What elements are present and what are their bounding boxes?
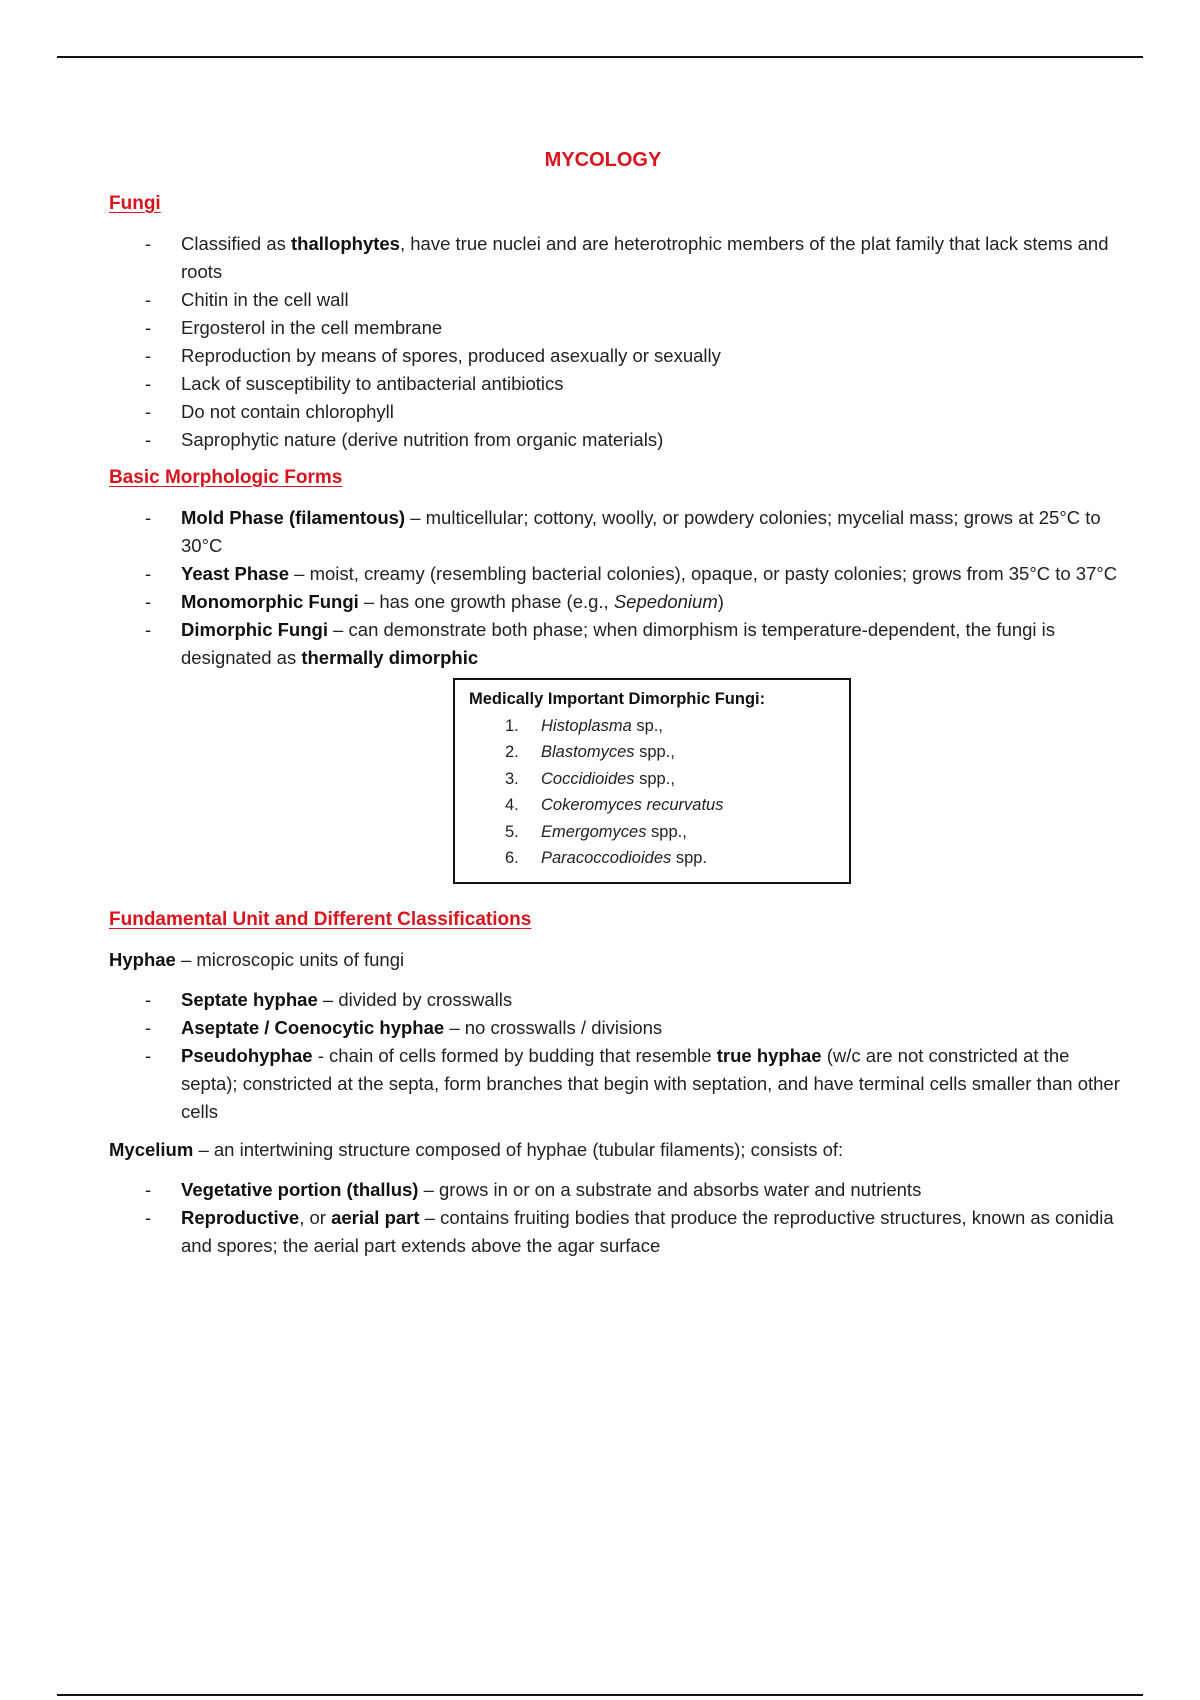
dash-bullet: - [145,1178,152,1200]
list-item: - Vegetative portion (thallus) – grows in or on a substrate and absorbs water and nutrients [109,1176,1129,1204]
dash-bullet: - [145,429,152,450]
dash-bullet: - [145,988,152,1010]
list-item: - Dimorphic Fungi – can demonstrate both phase; when dimorphism is temperature-dependent, the fungi is designated as thermally dimorphic [109,616,1129,672]
section-heading-morphologic-forms: Basic Morphologic Forms [109,467,343,488]
dash-bullet: - [145,373,152,394]
dash-bullet: - [145,1016,152,1038]
hyphae-definition: Hyphae – microscopic units of fungi [109,948,405,970]
list-item: - Saprophytic nature (derive nutrition from organic materials) [109,426,1129,454]
box-title: Medically Important Dimorphic Fungi: [469,690,766,708]
dash-bullet: - [145,619,152,640]
list-item: - Yeast Phase – moist, creamy (resembling bacterial colonies), opaque, or pasty colonies; grows from 35°C to 37°C [109,560,1129,588]
page-title: MYCOLOGY [544,149,662,171]
dimorphic-fungi-list [469,713,837,872]
hyphae-list [109,986,1129,1126]
list-item: - Reproduction by means of spores, produced asexually or sexually [109,342,1129,370]
section-heading-fundamental-unit: Fundamental Unit and Different Classifications [109,908,532,930]
fungi-list [109,230,1129,454]
dash-bullet: - [145,317,152,338]
list-item: 2. Blastomyces spp., [505,743,675,761]
document-body [109,146,1129,1270]
dimorphic-fungi-box [453,678,851,884]
dash-bullet: - [145,233,152,254]
list-item: - Chitin in the cell wall [109,286,1129,314]
dash-bullet: - [145,345,152,366]
list-item: 3. Coccidioides spp., [505,769,675,788]
list-item: 6. Paracoccodioides spp. [505,849,708,867]
list-item: - Aseptate / Coenocytic hyphae – no crosswalls / divisions [109,1014,1129,1042]
list-item: 4. Cokeromyces recurvatus [505,796,724,814]
dash-bullet: - [145,1044,152,1066]
mycelium-definition: Mycelium – an intertwining structure composed of hyphae (tubular filaments); consists of: [109,1138,844,1160]
dash-bullet: - [145,591,152,612]
list-item: - Lack of susceptibility to antibacterial antibiotics [109,370,1129,398]
list-item: - Mold Phase (filamentous) – multicellular; cottony, woolly, or powdery colonies; mycelial mass; grows at 25°C to 30°C [109,504,1129,560]
list-item: - Monomorphic Fungi – has one growth phase (e.g., Sepedonium) [109,588,1129,616]
section-heading-fungi: Fungi [109,193,161,214]
dash-bullet: - [145,289,152,310]
list-item: - Classified as thallophytes, have true nuclei and are heterotrophic members of the plat family that lack stems and roots [109,230,1129,286]
list-item: - Septate hyphae – divided by crosswalls [109,986,1129,1014]
list-item: 5. Emergomyces spp., [505,822,687,841]
morphology-list [109,504,1129,672]
dash-bullet: - [145,1206,152,1228]
bottom-rule [57,1694,1143,1696]
list-item: - Reproductive, or aerial part – contains fruiting bodies that produce the reproductive structures, known as conidia and spores; the aerial part extends above the agar surface [109,1204,1129,1260]
list-item: - Do not contain chlorophyll [109,398,1129,426]
mycelium-list [109,1176,1129,1260]
list-item: - Ergosterol in the cell membrane [109,314,1129,342]
top-rule [57,56,1143,58]
dash-bullet: - [145,507,152,528]
list-item: 1. Histoplasma sp., [505,716,663,735]
dash-bullet: - [145,401,152,422]
dash-bullet: - [145,563,152,584]
list-item: - Pseudohyphae - chain of cells formed by budding that resemble true hyphae (w/c are not constricted at the septa); constricted at the septa, form branches that begin with septation, and have terminal cells smaller than other cells [109,1042,1129,1126]
